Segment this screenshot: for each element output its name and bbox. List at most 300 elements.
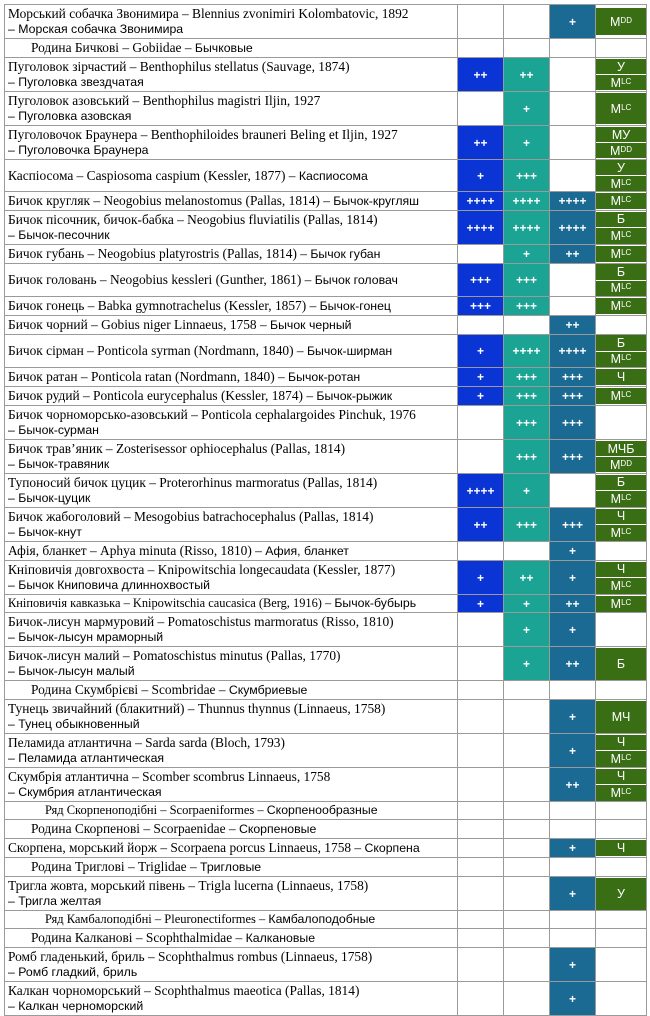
status-code: Ч (616, 769, 626, 784)
abundance-cell-2 (504, 542, 550, 561)
status-cell (596, 440, 647, 474)
abundance-cell-2 (504, 92, 550, 126)
abundance-cell-3 (550, 734, 596, 768)
ukrainian-latin-name: Скумбрія атлантична – Scomber scombrus Linnaeus, 1758 (8, 769, 331, 784)
abundance-value: + (568, 957, 576, 972)
abundance-value: ++++ (558, 344, 587, 358)
status-code: Ч (616, 841, 626, 855)
abundance-value: ++ (473, 135, 488, 150)
abundance-cell-1 (458, 613, 504, 647)
abundance-cell-3 (550, 316, 596, 335)
abundance-cell-1 (458, 542, 504, 561)
abundance-cell-1 (458, 5, 504, 39)
status-badge: M $^{DD}$ (596, 143, 646, 158)
status-badge (596, 369, 646, 385)
abundance-value: ++++ (558, 220, 587, 235)
russian-name: Бычок губан (310, 247, 381, 261)
species-name-cell (5, 877, 458, 911)
species-name-cell (5, 700, 458, 734)
abundance-cell-1 (458, 58, 504, 92)
abundance-value: + (568, 743, 576, 758)
abundance-cell-2 (504, 982, 550, 1016)
table-row (5, 508, 647, 542)
abundance-value: ++++ (466, 483, 495, 498)
abundance-cell-1 (458, 700, 504, 734)
abundance-value: + (568, 886, 576, 901)
abundance-value: +++ (561, 370, 584, 384)
abundance-cell-1 (458, 911, 504, 929)
section-heading (5, 820, 458, 839)
species-name-cell (5, 595, 458, 613)
table-row (5, 982, 647, 1016)
status-badge: M $^{LC}$ (596, 525, 646, 541)
status-badge: M $^{LC}$ (596, 228, 646, 244)
table-row (5, 858, 647, 877)
abundance-cell-1 (458, 768, 504, 802)
abundance-cell-2 (504, 474, 550, 508)
table-row (5, 440, 647, 474)
status-code: M (610, 525, 622, 540)
abundance-value: + (568, 622, 576, 637)
status-code: M (610, 14, 621, 29)
abundance-value: ++ (565, 318, 580, 332)
status-code: У (617, 59, 625, 74)
species-name-cell (5, 613, 458, 647)
ukrainian-latin-name: Пуголовок азовський – Benthophilus magistri Iljin, 1927 (8, 93, 321, 108)
status-code: У (617, 886, 625, 901)
abundance-cell-1 (458, 948, 504, 982)
abundance-cell-1 (458, 820, 504, 839)
status-code: Б (616, 656, 626, 671)
abundance-value: + (522, 101, 530, 116)
abundance-cell-2 (504, 561, 550, 595)
status-badge (596, 127, 646, 143)
abundance-value: ++ (473, 67, 488, 82)
abundance-cell-3 (550, 160, 596, 192)
ukrainian-latin-name: Бичок ратан – Ponticola ratan (Nordmann, 1840) – (8, 369, 289, 384)
status-badge: M $^{DD}$ (596, 8, 646, 35)
status-badge (596, 562, 646, 579)
status-code: M (610, 785, 622, 800)
russian-name: – Бычок-травяник (8, 457, 110, 471)
abundance-cell-2 (504, 39, 550, 58)
status-cell (596, 858, 647, 877)
russian-name: – Бычок-сурман (8, 423, 99, 437)
russian-name: – Ромб гладкий, бриль (8, 965, 138, 979)
status-cell (596, 368, 647, 387)
abundance-cell-2 (504, 335, 550, 368)
abundance-cell-2 (504, 508, 550, 542)
abundance-cell-2 (504, 595, 550, 613)
abundance-value: ++++ (558, 194, 587, 208)
abundance-cell-1 (458, 297, 504, 316)
status-code: M (610, 194, 622, 208)
abundance-value: +++ (561, 389, 584, 403)
species-name-cell (5, 126, 458, 160)
status-code: Б (616, 212, 626, 227)
species-name-cell (5, 508, 458, 542)
ukrainian-latin-name: Бичок головань – Neogobius kessleri (Gunther, 1861) – (8, 272, 315, 287)
status-cell (596, 387, 647, 406)
ukrainian-latin-name: Бичок чорний – Gobius niger Linnaeus, 1758 – (8, 317, 270, 332)
abundance-cell-3 (550, 542, 596, 561)
ukrainian-latin-name: Родина Скорпенові – Scorpaenidae – (31, 821, 239, 836)
status-code: У (617, 160, 625, 175)
ukrainian-latin-name: Бичок губань – Neogobius platyrostris (Pallas, 1814) – (8, 246, 311, 261)
abundance-cell-1 (458, 316, 504, 335)
status-code: МУ (611, 127, 631, 142)
species-name-cell (5, 192, 458, 211)
species-name-cell (5, 264, 458, 297)
status-cell (596, 948, 647, 982)
abundance-value: ++++ (466, 194, 495, 208)
status-badge: M $^{LC}$ (596, 193, 646, 209)
status-cell (596, 561, 647, 595)
status-badge (596, 735, 646, 752)
abundance-cell-1 (458, 839, 504, 858)
abundance-value: + (522, 596, 530, 611)
abundance-value: +++ (515, 517, 538, 532)
status-cell (596, 681, 647, 700)
table-row (5, 58, 647, 92)
status-cell (596, 160, 647, 192)
abundance-value: +++ (561, 517, 584, 532)
abundance-cell-1 (458, 681, 504, 700)
status-cell (596, 39, 647, 58)
abundance-cell-2 (504, 316, 550, 335)
table-row (5, 595, 647, 613)
abundance-cell-2 (504, 734, 550, 768)
abundance-value: ++ (565, 777, 580, 792)
status-badge: M $^{LC}$ (596, 751, 646, 767)
status-cell (596, 406, 647, 440)
abundance-cell-3 (550, 820, 596, 839)
abundance-value: +++ (561, 449, 584, 464)
abundance-cell-1 (458, 126, 504, 160)
table-row (5, 474, 647, 508)
status-code: M (610, 101, 622, 116)
status-code: МЧ (611, 709, 631, 724)
status-badge: M $^{LC}$ (596, 298, 646, 314)
table-row (5, 160, 647, 192)
status-code: M (610, 228, 622, 243)
abundance-cell-3 (550, 297, 596, 316)
status-cell (596, 316, 647, 335)
status-cell (596, 982, 647, 1016)
table-row (5, 126, 647, 160)
abundance-cell-2 (504, 911, 550, 929)
abundance-cell-2 (504, 406, 550, 440)
abundance-cell-1 (458, 39, 504, 58)
status-code: M (610, 457, 621, 472)
ukrainian-latin-name: Тригла жовта, морський півень – Trigla lucerna (Linnaeus, 1758) (8, 878, 369, 893)
ukrainian-latin-name: Пеламида атлантична – Sarda sarda (Bloch, 1793) (8, 735, 285, 750)
abundance-value: + (568, 570, 576, 585)
abundance-value: ++ (565, 247, 580, 261)
abundance-value: + (476, 596, 484, 611)
status-code: M (610, 299, 622, 313)
status-badge: M $^{LC}$ (596, 281, 646, 297)
abundance-cell-2 (504, 387, 550, 406)
abundance-cell-3 (550, 335, 596, 368)
table-row (5, 561, 647, 595)
status-code: M (610, 352, 622, 367)
status-cell (596, 700, 647, 734)
status-code: Ч (616, 735, 626, 750)
russian-name: Бычок-ротан (288, 370, 361, 384)
table-row (5, 768, 647, 802)
status-badge (596, 769, 646, 786)
status-cell (596, 647, 647, 681)
abundance-cell-3 (550, 768, 596, 802)
ukrainian-latin-name: Ряд Камбалоподібні – Pleuronectiformes – (45, 912, 269, 926)
status-badge: M $^{LC}$ (596, 596, 646, 612)
abundance-cell-2 (504, 681, 550, 700)
abundance-value: +++ (561, 415, 584, 430)
abundance-value: ++++ (466, 220, 495, 235)
abundance-value: + (476, 168, 484, 183)
table-row (5, 264, 647, 297)
ukrainian-latin-name: Бичок гонець – Babka gymnotrachelus (Kessler, 1857) – (8, 298, 320, 313)
abundance-value: ++ (565, 596, 580, 611)
status-code: Ч (616, 370, 626, 384)
russian-name: Калкановые (245, 931, 316, 945)
abundance-cell-2 (504, 929, 550, 948)
species-name-cell (5, 440, 458, 474)
abundance-cell-3 (550, 406, 596, 440)
section-heading (5, 802, 458, 820)
ukrainian-latin-name: Родина Скумбрієві – Scombridae – (31, 682, 229, 697)
abundance-cell-1 (458, 211, 504, 245)
table-row (5, 700, 647, 734)
abundance-cell-2 (504, 858, 550, 877)
status-badge: M $^{LC}$ (596, 75, 646, 90)
abundance-cell-2 (504, 160, 550, 192)
abundance-value: ++ (519, 570, 534, 585)
species-name-cell (5, 406, 458, 440)
abundance-cell-1 (458, 406, 504, 440)
ukrainian-latin-name: Бичок чорноморсько-азовський – Ponticola cephalargoides Pinchuk, 1976 (8, 407, 416, 422)
status-code: M (610, 176, 622, 191)
ukrainian-latin-name: Скорпена, морський йорж – Scorpaena porcus Linnaeus, 1758 – (8, 840, 365, 855)
abundance-cell-1 (458, 595, 504, 613)
table-row (5, 820, 647, 839)
abundance-value: + (476, 344, 484, 358)
abundance-cell-1 (458, 160, 504, 192)
abundance-cell-3 (550, 192, 596, 211)
abundance-value: ++++ (512, 344, 541, 358)
status-cell (596, 211, 647, 245)
status-code: Б (616, 335, 626, 350)
abundance-cell-2 (504, 613, 550, 647)
abundance-value: ++ (473, 517, 488, 532)
table-row (5, 368, 647, 387)
abundance-value: + (568, 544, 576, 558)
abundance-cell-1 (458, 858, 504, 877)
abundance-cell-2 (504, 839, 550, 858)
ukrainian-latin-name: Афія, бланкет – Aphya minuta (Risso, 1810) – (8, 543, 266, 558)
abundance-cell-1 (458, 561, 504, 595)
russian-name: – Пеламида атлантическая (8, 751, 165, 765)
status-badge (596, 212, 646, 229)
abundance-cell-2 (504, 126, 550, 160)
abundance-cell-1 (458, 982, 504, 1016)
table-row (5, 839, 647, 858)
species-name-cell (5, 297, 458, 316)
russian-name: – Бычок-лысун мраморный (8, 630, 164, 644)
status-cell (596, 192, 647, 211)
table-row (5, 39, 647, 58)
ukrainian-latin-name: Бичок жабоголовий – Mesogobius batrachocephalus (Pallas, 1814) (8, 509, 374, 524)
status-badge: M $^{LC}$ (596, 388, 646, 404)
ukrainian-latin-name: Морський собачка Звонимира – Blennius zvonimiri Kolombatovic, 1892 (8, 6, 409, 21)
abundance-value: +++ (515, 389, 538, 403)
abundance-value: +++ (515, 299, 538, 313)
abundance-cell-3 (550, 92, 596, 126)
abundance-value: + (522, 622, 530, 637)
status-code: M (610, 281, 622, 296)
table-row (5, 681, 647, 700)
ukrainian-latin-name: Ряд Скорпеноподібні – Scorpaeniformes – (45, 803, 267, 817)
ukrainian-latin-name: Каспіосома – Caspiosoma caspium (Kessler, 1877) – (8, 167, 299, 183)
russian-name: Скорпена (364, 841, 420, 855)
status-cell (596, 768, 647, 802)
abundance-cell-3 (550, 839, 596, 858)
abundance-cell-2 (504, 948, 550, 982)
abundance-value: + (522, 656, 530, 671)
abundance-cell-3 (550, 368, 596, 387)
species-name-cell (5, 58, 458, 92)
russian-name: – Тригла желтая (8, 894, 102, 908)
abundance-cell-2 (504, 877, 550, 911)
species-name-cell (5, 335, 458, 368)
status-cell (596, 613, 647, 647)
russian-name: Скумбриевые (228, 683, 308, 697)
russian-name: Бычок-рыжик (316, 389, 393, 403)
status-code: M (610, 75, 622, 90)
russian-name: – Пуголовочка Браунера (8, 143, 149, 157)
table-row (5, 647, 647, 681)
table-row (5, 911, 647, 929)
status-code: Ч (616, 562, 626, 577)
species-name-cell (5, 368, 458, 387)
abundance-cell-1 (458, 92, 504, 126)
abundance-cell-2 (504, 802, 550, 820)
abundance-value: + (476, 370, 484, 384)
table-row (5, 948, 647, 982)
ukrainian-latin-name: Ромб гладенький, бриль – Scophthalmus rombus (Linnaeus, 1758) (8, 949, 373, 964)
status-cell (596, 126, 647, 160)
species-name-cell (5, 316, 458, 335)
table-row (5, 542, 647, 561)
table-row (5, 877, 647, 911)
status-cell (596, 820, 647, 839)
ukrainian-latin-name: Бичок-лисун малий – Pomatoschistus minutus (Pallas, 1770) (8, 648, 341, 663)
status-badge (596, 701, 646, 733)
species-name-cell (5, 160, 458, 192)
russian-name: Бычок головач (314, 273, 398, 287)
abundance-cell-2 (504, 211, 550, 245)
abundance-value: + (568, 991, 576, 1006)
status-badge (596, 509, 646, 526)
abundance-cell-2 (504, 368, 550, 387)
russian-name: Бычок-кругляш (333, 194, 420, 208)
russian-name: – Пуголовка азовская (8, 109, 132, 123)
status-badge: M $^{DD}$ (596, 457, 646, 472)
table-row (5, 929, 647, 948)
abundance-cell-1 (458, 264, 504, 297)
species-name-cell (5, 211, 458, 245)
table-row (5, 245, 647, 264)
ukrainian-latin-name: Тупоносий бичок цуцик – Proterorhinus marmoratus (Pallas, 1814) (8, 475, 378, 490)
species-name-cell (5, 982, 458, 1016)
section-heading (5, 39, 458, 58)
ukrainian-latin-name: Кніповичія кавказька – Knipowitschia caucasica (Berg, 1916) – (8, 596, 335, 610)
russian-name: Бычок-бубырь (334, 596, 417, 610)
abundance-cell-3 (550, 700, 596, 734)
russian-name: – Калкан черноморский (8, 999, 144, 1013)
table-row (5, 192, 647, 211)
table-row (5, 734, 647, 768)
species-name-cell (5, 245, 458, 264)
russian-name: Афия, бланкет (265, 544, 349, 558)
russian-name: – Бычок-кнут (8, 525, 82, 539)
status-cell (596, 929, 647, 948)
status-cell (596, 734, 647, 768)
status-cell (596, 877, 647, 911)
abundance-cell-3 (550, 613, 596, 647)
abundance-cell-1 (458, 877, 504, 911)
section-heading (5, 911, 458, 929)
abundance-cell-2 (504, 820, 550, 839)
abundance-cell-3 (550, 440, 596, 474)
status-badge (596, 160, 646, 176)
species-name-cell (5, 948, 458, 982)
ukrainian-latin-name: Пуголовок зірчастий – Benthophilus stellatus (Sauvage, 1874) (8, 59, 350, 74)
abundance-cell-1 (458, 474, 504, 508)
abundance-cell-1 (458, 387, 504, 406)
abundance-value: +++ (515, 168, 538, 183)
ukrainian-latin-name: Калкан чорноморський – Scophthalmus maeotica (Pallas, 1814) (8, 983, 360, 998)
species-name-cell (5, 839, 458, 858)
abundance-cell-1 (458, 929, 504, 948)
abundance-cell-1 (458, 508, 504, 542)
russian-name: – Морская собачка Звонимира (8, 22, 184, 36)
abundance-cell-3 (550, 561, 596, 595)
abundance-cell-3 (550, 681, 596, 700)
abundance-cell-1 (458, 245, 504, 264)
status-cell (596, 508, 647, 542)
abundance-cell-3 (550, 911, 596, 929)
abundance-cell-3 (550, 877, 596, 911)
status-code: M (610, 389, 622, 403)
species-name-cell (5, 474, 458, 508)
status-code: M (610, 751, 622, 766)
ukrainian-latin-name: Бичок рудий – Ponticola eurycephalus (Kessler, 1874) – (8, 388, 317, 403)
abundance-cell-1 (458, 335, 504, 368)
status-cell (596, 245, 647, 264)
abundance-cell-3 (550, 647, 596, 681)
species-name-cell (5, 734, 458, 768)
abundance-cell-2 (504, 264, 550, 297)
abundance-value: + (476, 570, 484, 585)
ukrainian-latin-name: Бичок сірман – Ponticola syrman (Nordmann, 1840) – (8, 343, 307, 358)
species-name-cell (5, 542, 458, 561)
abundance-cell-2 (504, 245, 550, 264)
abundance-value: + (568, 709, 576, 724)
abundance-cell-3 (550, 58, 596, 92)
abundance-cell-2 (504, 58, 550, 92)
